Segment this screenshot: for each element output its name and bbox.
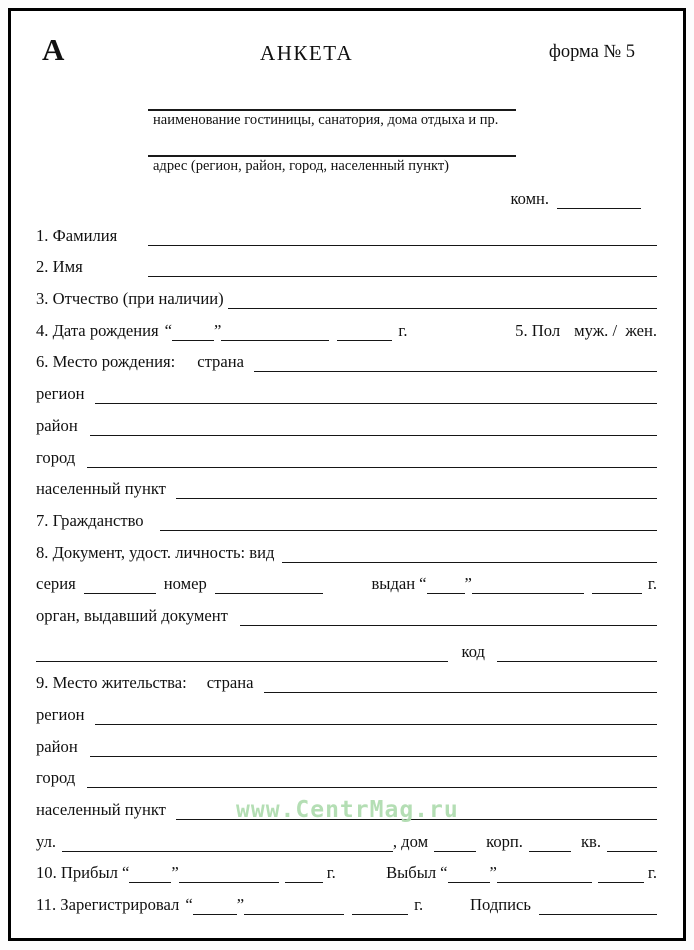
form-fields [36, 214, 657, 915]
quote-close: ” [489, 863, 497, 883]
street-label: ул. [36, 831, 56, 851]
signature-label: Подпись [470, 895, 531, 915]
authority-continued-blank [36, 658, 448, 662]
surname-blank [148, 242, 657, 246]
field-row-birthplace-district [36, 404, 657, 436]
year-abbr: г. [398, 320, 408, 340]
field-row-document [36, 531, 657, 563]
residence-city-blank [87, 784, 657, 788]
region-label: регион [36, 705, 85, 724]
settlement-label: населенный пункт [36, 800, 166, 820]
year-abbr: г. [647, 863, 657, 883]
building-blank [529, 848, 571, 852]
room-label: комн. [510, 189, 549, 208]
birthplace-district-blank [90, 432, 657, 436]
city-label: город [36, 447, 76, 467]
patronymic-blank [228, 305, 657, 309]
room-row [36, 183, 641, 209]
quote-close: ” [214, 320, 222, 340]
building-label: корп. [486, 831, 523, 851]
apartment-label: кв. [580, 831, 601, 851]
quote-open: “ [121, 863, 130, 883]
field-row-residence-settlement [36, 788, 657, 820]
quote-close: ” [171, 863, 179, 883]
number-label: номер [163, 574, 207, 594]
birthplace-region-blank [95, 400, 657, 404]
field-row-birthplace-region [36, 372, 657, 404]
registered-label: 11. Зарегистрировал [36, 895, 180, 915]
year-abbr: г. [647, 574, 657, 594]
street-blank [62, 848, 393, 852]
code-label: код [461, 641, 485, 661]
residence-label: 9. Место жительства: [36, 673, 187, 693]
field-row-residence-region [36, 693, 657, 725]
authority-label: орган, выдавший документ [36, 605, 228, 625]
room-blank [557, 205, 641, 209]
signature-blank [539, 911, 657, 915]
birthdate-label: 4. Дата рождения [36, 320, 159, 340]
patronymic-label: 3. Отчество (при наличии) [36, 289, 224, 309]
issued-month-blank [472, 590, 584, 594]
field-row-birthplace-settlement [36, 468, 657, 500]
series-label: серия [36, 574, 76, 594]
registered-year-blank [352, 911, 408, 915]
form-number: форма № 5 [548, 42, 635, 62]
quote-close: ” [464, 574, 472, 594]
quote-open: “ [419, 574, 427, 594]
birthplace-country-blank [254, 368, 657, 372]
field-row-citizenship [36, 499, 657, 531]
issued-label: выдан [371, 574, 416, 594]
residence-region-blank [95, 721, 657, 725]
sex-label: 5. Пол [515, 320, 561, 340]
issued-year-blank [592, 590, 642, 594]
document-type-blank [282, 559, 657, 563]
field-row-residence-district [36, 725, 657, 757]
departed-month-blank [497, 879, 592, 883]
arrived-day-blank [129, 879, 171, 883]
field-row-patronymic [36, 277, 657, 309]
birth-year-blank [337, 337, 392, 341]
apartment-blank [607, 848, 657, 852]
citizenship-blank [160, 527, 657, 531]
field-row-birthplace-city [36, 436, 657, 468]
city-label: город [36, 768, 76, 788]
authority-blank [240, 622, 657, 626]
residence-country-blank [264, 689, 657, 693]
field-row-authority [36, 594, 657, 626]
district-label: район [36, 736, 78, 756]
series-blank [84, 590, 156, 594]
departed-label: Выбыл [386, 863, 437, 883]
field-row-registered [36, 883, 657, 915]
field-row-firstname [36, 246, 657, 278]
birthplace-settlement-blank [176, 495, 657, 499]
citizenship-label: 7. Гражданство [36, 510, 144, 530]
residence-district-blank [90, 753, 657, 757]
field-row-residence-city [36, 757, 657, 789]
quote-close: ” [236, 895, 245, 915]
field-row-arrival-departure [36, 852, 657, 884]
departed-year-blank [598, 879, 644, 883]
issued-day-blank [427, 590, 465, 594]
birth-month-blank [221, 337, 329, 341]
field-row-series-number [36, 563, 657, 595]
year-abbr: г. [326, 863, 336, 883]
birthplace-label: 6. Место рождения: [36, 352, 176, 372]
sex-options: муж. / жен. [574, 320, 657, 340]
document-label: 8. Документ, удост. личность: вид [36, 542, 275, 562]
form-border-frame [8, 8, 686, 941]
residence-settlement-blank [176, 816, 657, 820]
corner-letter: А [42, 32, 65, 67]
number-blank [215, 590, 323, 594]
country-label: страна [197, 352, 244, 372]
arrived-month-blank [179, 879, 279, 883]
hotel-name-caption: наименование гостиницы, санатория, дома отдыха и пр. [153, 112, 499, 128]
field-row-authority-code [36, 630, 657, 662]
address-caption: адрес (регион, район, город, населенный пункт) [153, 158, 450, 174]
region-label: регион [36, 384, 85, 404]
year-abbr: г. [414, 895, 424, 915]
arrived-label: 10. Прибыл [36, 863, 118, 883]
settlement-label: населенный пункт [36, 479, 166, 499]
field-row-surname [36, 214, 657, 246]
form-header [36, 33, 657, 75]
watermark: www.CentrMag.ru [236, 797, 459, 823]
code-blank [497, 658, 657, 662]
house-label: , дом [392, 831, 429, 851]
quote-open: “ [185, 895, 193, 915]
house-blank [434, 848, 476, 852]
field-row-street [36, 820, 657, 852]
registered-month-blank [244, 911, 344, 915]
arrived-year-blank [285, 879, 323, 883]
district-label: район [36, 415, 78, 435]
birthplace-city-blank [87, 464, 657, 468]
quote-open: “ [440, 863, 448, 883]
field-row-residence-country [36, 662, 657, 694]
surname-label: 1. Фамилия [36, 225, 118, 245]
firstname-label: 2. Имя [36, 257, 83, 277]
quote-open: “ [164, 320, 173, 340]
form-title: АНКЕТА [260, 41, 354, 65]
birth-day-blank [172, 337, 214, 341]
country-label: страна [206, 673, 254, 693]
registered-day-blank [193, 911, 237, 915]
departed-day-blank [448, 879, 490, 883]
field-row-birthplace-country [36, 341, 657, 373]
field-row-birthdate-sex [36, 309, 657, 341]
firstname-blank [148, 273, 657, 277]
